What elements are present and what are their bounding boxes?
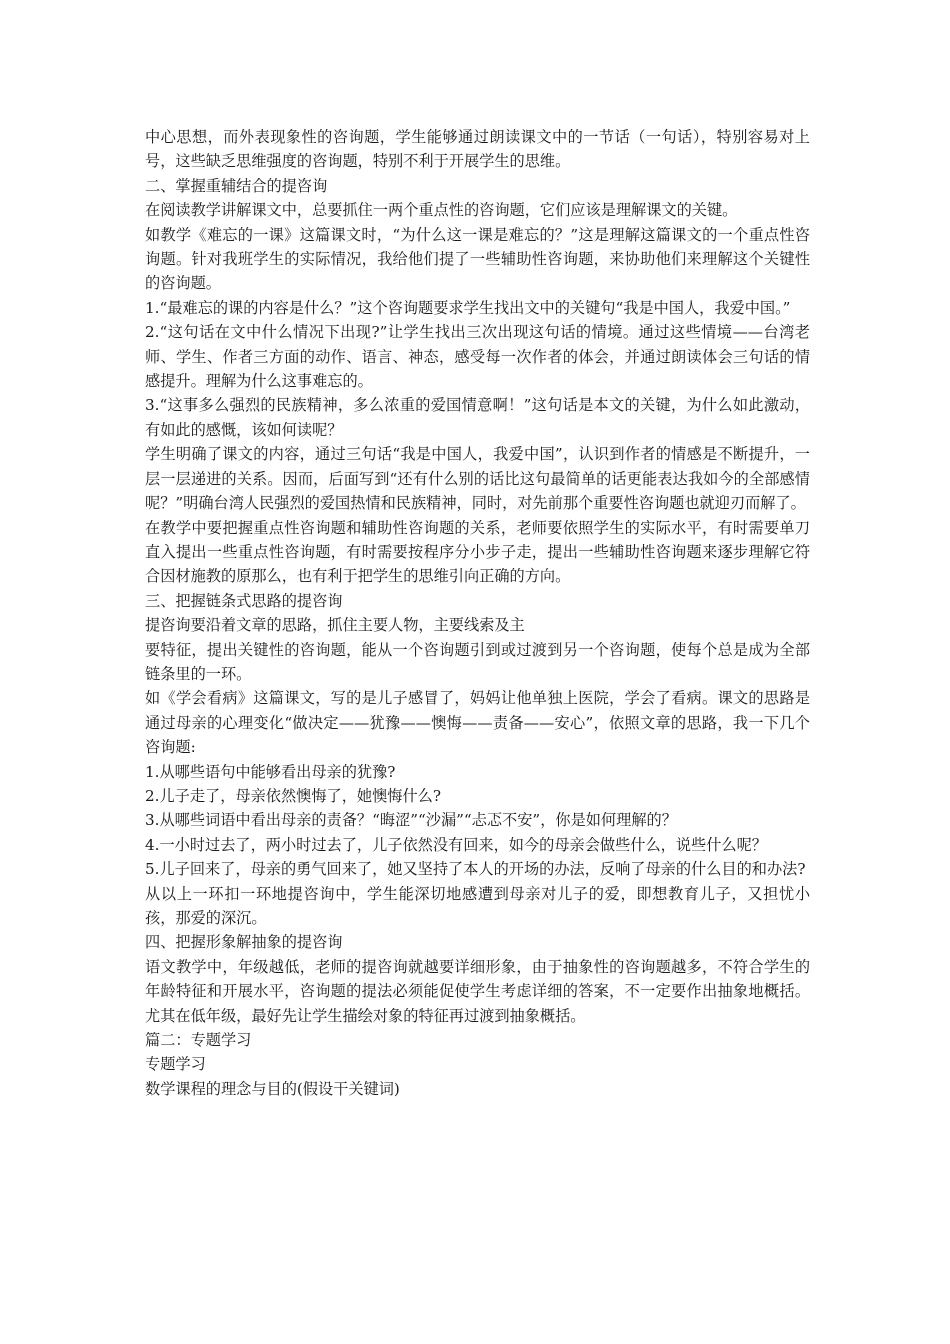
list-item: 1.从哪些语句中能够看出母亲的犹豫? — [145, 762, 396, 781]
paragraph: 语文教学中，年级越低，老师的提咨询就越要详细形象，由于抽象性的咨询题越多，不符合学生的年龄特征和开展水平，咨询题的提法必须能促使学生考虑详细的答案，不一定要作出抽象地概括。尤其在低年级，最好先让学生描绘对象的特征再过渡到抽象概括。 — [145, 957, 810, 1025]
part-heading: 篇二：专题学习 — [145, 1031, 252, 1050]
list-item: 2.“这句话在文中什么情况下出现?”让学生找出三次出现这句话的情境。通过这些情境——台湾老师、学生、作者三方面的动作、语言、神态，感受每一次作者的体会，并通过朗读体会三句话的情感提升。理解为什么这事难忘的。 — [145, 323, 810, 391]
paragraph: 学生明确了课文的内容，通过三句话“我是中国人，我爱中国”，认识到作者的情感是不断提升，一层一层递进的关系。因而，后面写到“还有什么别的话比这句最简单的话更能表达我如今的全部感情呢？”明确台湾人民强烈的爱国热情和民族精神，同时，对先前那个重要性咨询题也就迎刃而解了。 — [145, 445, 810, 513]
paragraph: 在教学中要把握重点性咨询题和辅助性咨询题的关系，老师要依照学生的实际水平，有时需要单刀直入提出一些重点性咨询题，有时需要按程序分小步子走，提出一些辅助性咨询题来逐步理解它符合因材施教的原那么，也有利于把学生的思维引向正确的方向。 — [145, 518, 810, 586]
subheading: 数学课程的理念与目的(假设干关键词) — [145, 1079, 400, 1098]
section-heading: 四、把握形象解抽象的提咨询 — [145, 933, 343, 952]
paragraph: 要特征，提出关键性的咨询题，能从一个咨询题引到或过渡到另一个咨询题，使每个总是成为全部链条里的一环。 — [145, 640, 810, 683]
list-item: 3.“这事多么强烈的民族精神，多么浓重的爱国情意啊！”这句话是本文的关键，为什么如此激动，有如此的感慨，该如何读呢？ — [145, 396, 810, 439]
paragraph: 从以上一环扣一环地提咨询中，学生能深切地感遭到母亲对儿子的爱，即想教育儿子，又担忧小孩，那爱的深沉。 — [145, 884, 810, 927]
list-item: 5.儿子回来了，母亲的勇气回来了，她又坚持了本人的开场的办法，反响了母亲的什么目的和办法? — [145, 860, 806, 879]
list-item: 4.一小时过去了，两小时过去了，儿子依然没有回来，如今的母亲会做些什么，说些什么呢？ — [145, 835, 767, 854]
paragraph: 如《学会看病》这篇课文，写的是儿子感冒了，妈妈让他单独上医院，学会了看病。课文的思路是通过母亲的心理变化“做决定——犹豫——懊悔——责备——安心”，依照文章的思路，我一下几个咨询题: — [145, 689, 810, 757]
paragraph: 在阅读教学讲解课文中，总要抓住一两个重点性的咨询题，它们应该是理解课文的关键。 — [145, 201, 738, 220]
section-heading: 二、掌握重辅结合的提咨询 — [145, 176, 328, 195]
list-item: 3.从哪些词语中看出母亲的责备？“晦涩”“沙漏”“忐忑不安”，你是如何理解的？ — [145, 811, 677, 830]
list-item: 1.“最难忘的课的内容是什么？”这个咨询题要求学生找出文中的关键句“我是中国人，我爱中国。” — [145, 298, 791, 317]
subheading: 专题学习 — [145, 1055, 206, 1074]
document-body — [145, 125, 810, 1101]
list-item: 2.儿子走了，母亲依然懊悔了，她懊悔什么? — [145, 786, 442, 805]
paragraph: 如教学《难忘的一课》这篇课文时，“为什么这一课是难忘的？”这是理解这篇课文的一个重点性咨询题。针对我班学生的实际情况，我给他们提了一些辅助性咨询题，来协助他们来理解这个关键性的咨询题。 — [145, 225, 810, 293]
paragraph: 提咨询要沿着文章的思路，抓住主要人物，主要线索及主 — [145, 616, 525, 635]
section-heading: 三、把握链条式思路的提咨询 — [145, 591, 343, 610]
paragraph: 中心思想，而外表现象性的咨询题，学生能够通过朗读课文中的一节话（一句话），特别容易对上号，这些缺乏思维强度的咨询题，特别不利于开展学生的思维。 — [145, 128, 810, 171]
